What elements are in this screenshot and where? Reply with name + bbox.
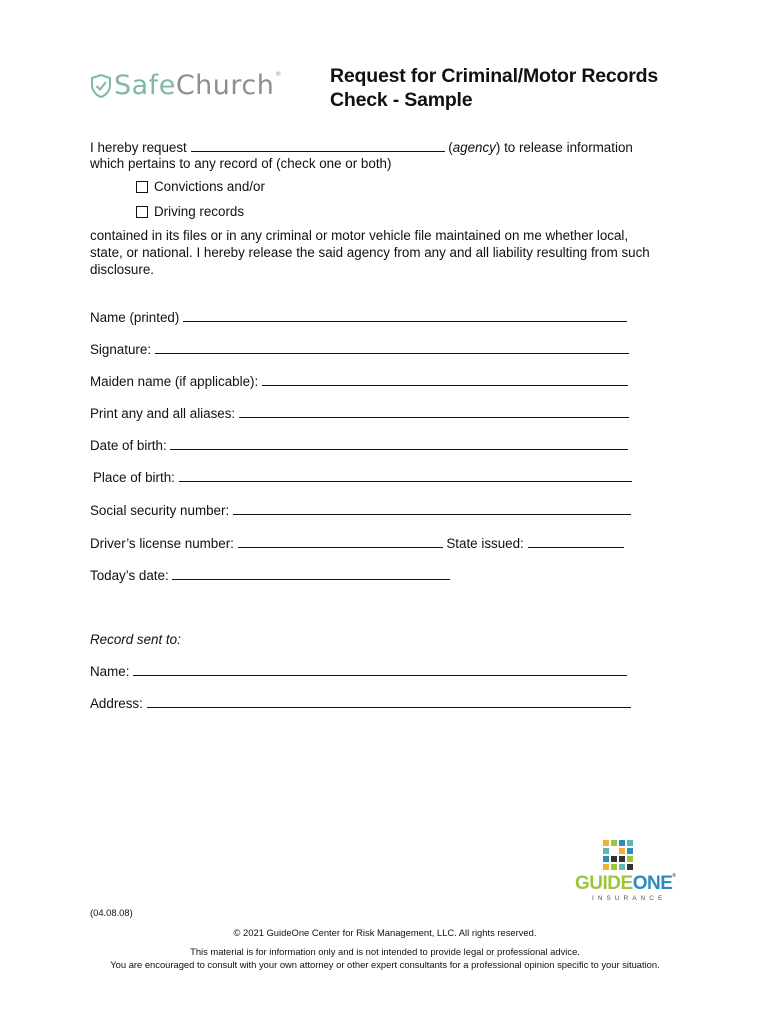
form-code: (04.08.08): [90, 907, 133, 918]
record-address-field[interactable]: [147, 696, 631, 708]
record-address-row: [90, 695, 631, 712]
logo-church-text: Church: [175, 70, 275, 101]
place-of-birth-row: [93, 469, 632, 486]
page-title: [330, 64, 658, 112]
release-line-3: disclosure.: [90, 262, 155, 277]
todays-date-row: [90, 567, 450, 584]
state-issued-label: State issued:: [446, 536, 524, 551]
logo-trademark: ®: [275, 71, 282, 78]
state-issued-field[interactable]: [528, 536, 624, 548]
aliases-row: [90, 405, 629, 422]
intro-line-1: I hereby request (agency) to release information: [90, 140, 633, 155]
drivers-license-row: [90, 535, 624, 552]
signature-label: Signature:: [90, 342, 152, 357]
ssn-field[interactable]: [233, 503, 631, 515]
intro-request-pre: I hereby request: [90, 140, 187, 155]
agency-field[interactable]: [191, 140, 445, 152]
record-name-label: Name:: [90, 664, 130, 679]
guideone-one-text: ONE: [632, 873, 673, 894]
checkbox-driving-row[interactable]: [136, 203, 244, 220]
record-sent-heading: Record sent to:: [90, 632, 181, 647]
signature-row: [90, 341, 629, 358]
maiden-name-label: Maiden name (if applicable):: [90, 374, 259, 389]
guideone-trademark: ®: [672, 873, 676, 879]
date-of-birth-label: Date of birth:: [90, 438, 167, 453]
guideone-wordmark: [575, 874, 676, 893]
name-printed-row: [90, 309, 627, 326]
maiden-name-row: [90, 373, 628, 390]
aliases-field[interactable]: [239, 406, 629, 418]
safechurch-logo: [90, 72, 282, 99]
convictions-label: Convictions and/or: [154, 179, 265, 194]
intro-request-post: to release information: [504, 140, 633, 155]
driving-records-label: Driving records: [154, 204, 245, 219]
guideone-insurance-text: INSURANCE: [592, 895, 667, 902]
signature-field[interactable]: [155, 342, 629, 354]
logo-safe-text: Safe: [114, 70, 176, 101]
intro-line-2: which pertains to any record of (check one or both): [90, 156, 392, 171]
release-line-1: contained in its files or in any criminal or motor vehicle file maintained on me whether local,: [90, 228, 629, 243]
record-name-row: [90, 663, 627, 680]
place-of-birth-field[interactable]: [179, 470, 632, 482]
ssn-row: [90, 502, 631, 519]
agency-label: agency: [452, 140, 496, 155]
place-of-birth-label: Place of birth:: [93, 470, 175, 485]
guideone-mark-icon: [603, 840, 633, 870]
aliases-label: Print any and all aliases:: [90, 406, 236, 421]
title-line-2: Check - Sample: [330, 89, 473, 111]
date-of-birth-row: [90, 437, 628, 454]
title-line-1: Request for Criminal/Motor Records: [330, 65, 658, 87]
driving-records-checkbox[interactable]: [136, 206, 148, 218]
disclaimer-line-1: This material is for information only and is not intended to provide legal or professional advice.: [190, 946, 580, 957]
shield-check-icon: [90, 73, 112, 99]
disclaimer-line-2: You are encouraged to consult with your own attorney or other expert consultants for a professional opinion specific to your situation.: [110, 959, 660, 970]
name-printed-field[interactable]: [183, 310, 627, 322]
todays-date-field[interactable]: [172, 568, 450, 580]
todays-date-label: Today’s date:: [90, 568, 169, 583]
record-name-field[interactable]: [133, 664, 627, 676]
date-of-birth-field[interactable]: [170, 438, 628, 450]
name-printed-label: Name (printed): [90, 310, 180, 325]
checkbox-convictions-row[interactable]: [136, 178, 265, 195]
maiden-name-field[interactable]: [262, 374, 628, 386]
record-address-label: Address:: [90, 696, 143, 711]
copyright-text: © 2021 GuideOne Center for Risk Management, LLC. All rights reserved.: [233, 927, 537, 938]
drivers-license-field[interactable]: [238, 536, 443, 548]
drivers-license-label: Driver’s license number:: [90, 536, 234, 551]
ssn-label: Social security number:: [90, 503, 230, 518]
convictions-checkbox[interactable]: [136, 181, 148, 193]
guideone-guide-text: GUIDE: [575, 873, 633, 894]
release-line-2: state, or national. I hereby release the said agency from any and all liability resulting from such: [90, 245, 650, 260]
